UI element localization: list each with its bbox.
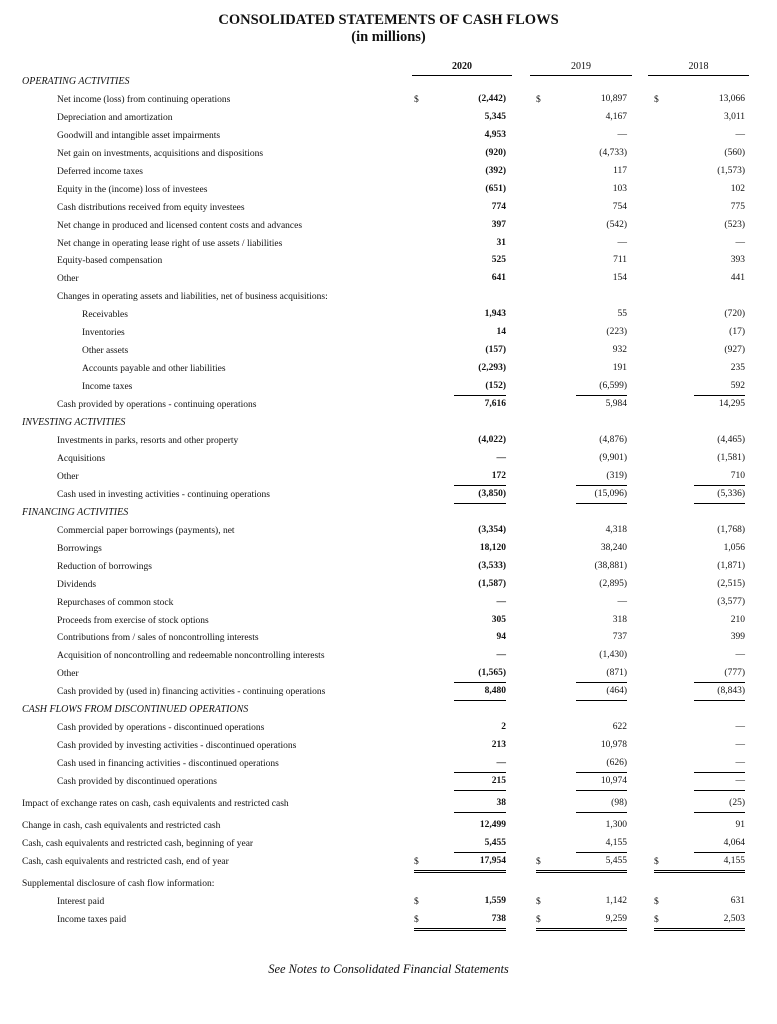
table-row xyxy=(0,486,777,504)
table-row xyxy=(0,719,777,737)
row-label: Other xyxy=(57,274,79,284)
currency-symbol: $ xyxy=(414,857,419,867)
value-2020: 305 xyxy=(491,615,506,625)
value-2019: 10,897 xyxy=(600,94,627,104)
currency-symbol: $ xyxy=(654,857,659,867)
row-label: Contributions from / sales of noncontrolling interests xyxy=(57,633,259,643)
value-2019: (4,876) xyxy=(599,435,627,445)
table-row xyxy=(0,576,777,594)
value-2018: (777) xyxy=(694,665,745,683)
value-2018: (560) xyxy=(724,148,745,158)
row-label: Equity-based compensation xyxy=(57,256,163,266)
value-2020: 215 xyxy=(454,773,506,791)
value-2019: 318 xyxy=(612,615,627,625)
table-row xyxy=(0,665,777,683)
table-row xyxy=(0,893,777,911)
value-2020: 17,954 xyxy=(414,853,506,873)
row-label: Cash, cash equivalents and restricted cash, end of year xyxy=(22,857,229,867)
value-2019: 1,142 xyxy=(605,896,627,906)
table-row xyxy=(0,235,777,253)
row-label: Supplemental disclosure of cash flow information: xyxy=(22,879,215,889)
table-row xyxy=(0,252,777,270)
value-2019: (38,881) xyxy=(594,561,627,571)
value-2019: — xyxy=(617,130,627,140)
value-2019: (15,096) xyxy=(576,486,627,504)
value-2018: 14,295 xyxy=(718,399,745,409)
row-label: Equity in the (income) loss of investees xyxy=(57,185,208,195)
currency-symbol: $ xyxy=(414,95,419,105)
row-label: Interest paid xyxy=(57,897,105,907)
value-2019: (98) xyxy=(576,795,627,813)
value-2020: 641 xyxy=(491,273,506,283)
value-2018: (523) xyxy=(724,220,745,230)
section-header xyxy=(0,701,777,719)
currency-symbol: $ xyxy=(536,95,541,105)
row-label: Cash used in financing activities - discontinued operations xyxy=(57,759,279,769)
row-label: Net gain on investments, acquisitions and dispositions xyxy=(57,149,264,159)
table-row xyxy=(0,755,777,773)
value-2018: — xyxy=(735,650,745,660)
value-2019: 10,974 xyxy=(576,773,627,791)
currency-symbol: $ xyxy=(654,897,659,907)
value-2019: (626) xyxy=(576,755,627,773)
value-2018: (927) xyxy=(724,345,745,355)
value-2018: 775 xyxy=(730,202,745,212)
row-label: Acquisition of noncontrolling and redeemable noncontrolling interests xyxy=(57,651,325,661)
value-2018: 91 xyxy=(735,820,745,830)
value-2019: — xyxy=(617,238,627,248)
section-label: FINANCING ACTIVITIES xyxy=(22,507,129,518)
value-2020: (3,533) xyxy=(478,561,506,571)
value-2019: 932 xyxy=(612,345,627,355)
value-2018: 441 xyxy=(730,273,745,283)
value-2018: — xyxy=(694,773,745,791)
row-label: Change in cash, cash equivalents and restricted cash xyxy=(22,821,221,831)
value-2020: 14 xyxy=(496,327,506,337)
value-2018: (1,768) xyxy=(717,525,745,535)
row-label: Cash distributions received from equity investees xyxy=(57,203,245,213)
value-2020: — xyxy=(496,597,506,607)
value-2018: (4,465) xyxy=(717,435,745,445)
table-row xyxy=(0,306,777,324)
value-2019: (6,599) xyxy=(576,378,627,396)
value-2020: (920) xyxy=(485,148,506,158)
value-2018: 2,503 xyxy=(654,911,745,931)
row-label: Cash, cash equivalents and restricted cash, beginning of year xyxy=(22,839,254,849)
value-2018: 102 xyxy=(730,184,745,194)
table-row xyxy=(0,432,777,450)
value-2019: (464) xyxy=(576,683,627,701)
table-row xyxy=(0,91,777,109)
value-2020: (3,850) xyxy=(454,486,506,504)
statement-subtitle: (in millions) xyxy=(351,29,426,45)
value-2018: — xyxy=(694,755,745,773)
row-label: Investments in parks, resorts and other property xyxy=(57,436,239,446)
table-row xyxy=(0,163,777,181)
row-label: Net change in produced and licensed content costs and advances xyxy=(57,221,303,231)
row-label: Receivables xyxy=(82,310,128,320)
value-2019: 154 xyxy=(612,273,627,283)
row-label: Other xyxy=(57,669,79,679)
value-2018: (25) xyxy=(694,795,745,813)
value-2018: 13,066 xyxy=(718,94,745,104)
value-2019: 117 xyxy=(613,166,627,176)
value-2018: — xyxy=(735,238,745,248)
value-2020: (1,587) xyxy=(478,579,506,589)
value-2020: (152) xyxy=(454,378,506,396)
value-2020: 1,943 xyxy=(484,309,506,319)
value-2018: 235 xyxy=(730,363,745,373)
section-header xyxy=(0,414,777,432)
value-2018: 210 xyxy=(730,615,745,625)
value-2019: (1,430) xyxy=(599,650,627,660)
value-2020: 94 xyxy=(496,632,506,642)
currency-symbol: $ xyxy=(536,857,541,867)
value-2018: — xyxy=(735,740,745,750)
value-2019: — xyxy=(617,597,627,607)
row-label: Net change in operating lease right of use assets / liabilities xyxy=(57,239,283,249)
value-2020: — xyxy=(454,755,506,773)
value-2019: (542) xyxy=(606,220,627,230)
table-row xyxy=(0,127,777,145)
value-2020: 8,480 xyxy=(454,683,506,701)
table-row xyxy=(0,683,777,701)
row-label: Other xyxy=(57,472,79,482)
value-2019: 622 xyxy=(612,722,627,732)
value-2018: 3,011 xyxy=(723,112,745,122)
currency-symbol: $ xyxy=(414,915,419,925)
table-row xyxy=(0,199,777,217)
row-label: Depreciation and amortization xyxy=(57,113,173,123)
table-row xyxy=(0,835,777,853)
value-2018: — xyxy=(735,130,745,140)
currency-symbol: $ xyxy=(536,915,541,925)
table-row xyxy=(0,594,777,612)
value-2019: 55 xyxy=(617,309,627,319)
value-2019: 4,155 xyxy=(576,835,627,853)
table-row xyxy=(0,324,777,342)
row-label: Cash provided by investing activities - discontinued operations xyxy=(57,741,297,751)
value-2019: 4,167 xyxy=(605,112,627,122)
value-2018: 710 xyxy=(694,468,745,486)
table-row xyxy=(0,875,777,893)
value-2018: (8,843) xyxy=(694,683,745,701)
row-label: Cash provided by operations - continuing operations xyxy=(57,400,257,410)
currency-symbol: $ xyxy=(414,897,419,907)
value-2019: 754 xyxy=(612,202,627,212)
table-row xyxy=(0,217,777,235)
value-2018: (17) xyxy=(729,327,745,337)
row-label: Cash used in investing activities - continuing operations xyxy=(57,490,270,500)
table-row xyxy=(0,145,777,163)
table-row xyxy=(0,795,777,813)
value-2020: 525 xyxy=(491,255,506,265)
table-row xyxy=(0,737,777,755)
value-2018: — xyxy=(735,722,745,732)
table-row xyxy=(0,612,777,630)
section-label: INVESTING ACTIVITIES xyxy=(22,417,126,428)
value-2018: 4,155 xyxy=(654,853,745,873)
value-2020: (2,293) xyxy=(478,363,506,373)
row-label: Borrowings xyxy=(57,544,102,554)
value-2019: 5,984 xyxy=(605,399,627,409)
value-2020: 397 xyxy=(491,220,506,230)
value-2019: (2,895) xyxy=(599,579,627,589)
value-2019: (4,733) xyxy=(599,148,627,158)
table-row xyxy=(0,378,777,396)
row-label: Cash provided by operations - discontinued operations xyxy=(57,723,265,733)
table-row xyxy=(0,468,777,486)
currency-symbol: $ xyxy=(654,95,659,105)
value-2020: 774 xyxy=(491,202,506,212)
value-2020: 1,559 xyxy=(484,896,506,906)
value-2020: (4,022) xyxy=(478,435,506,445)
value-2019: 10,978 xyxy=(600,740,627,750)
value-2018: 393 xyxy=(730,255,745,265)
table-row xyxy=(0,342,777,360)
column-header-2020: 2020 xyxy=(412,61,512,76)
row-label: Commercial paper borrowings (payments), net xyxy=(57,526,235,536)
value-2018: (5,336) xyxy=(694,486,745,504)
table-row xyxy=(0,629,777,647)
currency-symbol: $ xyxy=(654,915,659,925)
value-2020: 4,953 xyxy=(484,130,506,140)
value-2020: — xyxy=(496,650,506,660)
table-row xyxy=(0,109,777,127)
value-2019: 103 xyxy=(612,184,627,194)
value-2018: (2,515) xyxy=(717,579,745,589)
value-2020: (1,565) xyxy=(454,665,506,683)
table-row xyxy=(0,288,777,306)
value-2018: (1,581) xyxy=(717,453,745,463)
value-2019: 9,259 xyxy=(536,911,627,931)
section-label: OPERATING ACTIVITIES xyxy=(22,76,130,87)
value-2019: 38,240 xyxy=(600,543,627,553)
value-2020: 12,499 xyxy=(479,820,506,830)
value-2019: 737 xyxy=(612,632,627,642)
section-header xyxy=(0,504,777,522)
row-label: Repurchases of common stock xyxy=(57,598,174,608)
table-row xyxy=(0,181,777,199)
value-2018: 631 xyxy=(730,896,745,906)
value-2018: 399 xyxy=(730,632,745,642)
table-row xyxy=(0,270,777,288)
row-label: Goodwill and intangible asset impairments xyxy=(57,131,221,141)
row-label: Other assets xyxy=(82,346,129,356)
row-label: Reduction of borrowings xyxy=(57,562,152,572)
value-2019: 1,300 xyxy=(605,820,627,830)
table-row xyxy=(0,522,777,540)
value-2018: 4,064 xyxy=(694,835,745,853)
value-2020: (157) xyxy=(485,345,506,355)
column-header-2019: 2019 xyxy=(530,61,632,76)
row-label: Proceeds from exercise of stock options xyxy=(57,616,209,626)
value-2020: 738 xyxy=(414,911,506,931)
value-2020: 172 xyxy=(454,468,506,486)
row-label: Accounts payable and other liabilities xyxy=(82,364,226,374)
table-row xyxy=(0,911,777,929)
row-label: Income taxes xyxy=(82,382,133,392)
table-row xyxy=(0,647,777,665)
value-2020: 5,455 xyxy=(454,835,506,853)
table-row xyxy=(0,853,777,871)
value-2018: (1,573) xyxy=(717,166,745,176)
row-label: Net income (loss) from continuing operations xyxy=(57,95,231,105)
value-2019: (223) xyxy=(606,327,627,337)
value-2019: 4,318 xyxy=(605,525,627,535)
value-2020: 5,345 xyxy=(484,112,506,122)
value-2020: 38 xyxy=(454,795,506,813)
value-2019: 5,455 xyxy=(536,853,627,873)
value-2019: (9,901) xyxy=(599,453,627,463)
value-2020: 7,616 xyxy=(484,399,506,409)
row-label: Acquisitions xyxy=(57,454,106,464)
row-label: Income taxes paid xyxy=(57,915,127,925)
table-row xyxy=(0,773,777,791)
row-label: Changes in operating assets and liabilities, net of business acquisitions: xyxy=(57,292,328,302)
value-2019: 711 xyxy=(613,255,627,265)
value-2019: (319) xyxy=(576,468,627,486)
row-label: Impact of exchange rates on cash, cash equivalents and restricted cash xyxy=(22,799,289,809)
value-2018: 592 xyxy=(694,378,745,396)
row-label: Inventories xyxy=(82,328,125,338)
value-2020: — xyxy=(496,453,506,463)
table-row xyxy=(0,396,777,414)
statement-title: CONSOLIDATED STATEMENTS OF CASH FLOWS xyxy=(218,12,559,28)
table-row xyxy=(0,360,777,378)
value-2018: (3,577) xyxy=(717,597,745,607)
section-label: CASH FLOWS FROM DISCONTINUED OPERATIONS xyxy=(22,704,249,715)
table-row xyxy=(0,558,777,576)
value-2018: (1,871) xyxy=(717,561,745,571)
value-2020: 213 xyxy=(491,740,506,750)
row-label: Dividends xyxy=(57,580,97,590)
value-2020: 18,120 xyxy=(479,543,506,553)
footer-note: See Notes to Consolidated Financial Statements xyxy=(268,962,509,976)
value-2020: (2,442) xyxy=(478,94,506,104)
value-2020: (3,354) xyxy=(478,525,506,535)
table-row xyxy=(0,450,777,468)
value-2018: (720) xyxy=(724,309,745,319)
value-2020: (651) xyxy=(485,184,506,194)
value-2019: (871) xyxy=(576,665,627,683)
value-2020: 2 xyxy=(501,722,506,732)
value-2018: 1,056 xyxy=(723,543,745,553)
table-row xyxy=(0,540,777,558)
value-2019: 191 xyxy=(612,363,627,373)
value-2020: (392) xyxy=(485,166,506,176)
row-label: Cash provided by (used in) financing activities - continuing operations xyxy=(57,687,326,697)
value-2020: 31 xyxy=(496,238,506,248)
row-label: Cash provided by discontinued operations xyxy=(57,777,217,787)
section-header xyxy=(0,73,777,91)
column-header-2018: 2018 xyxy=(648,61,749,76)
table-row xyxy=(0,817,777,835)
row-label: Deferred income taxes xyxy=(57,167,143,177)
currency-symbol: $ xyxy=(536,897,541,907)
